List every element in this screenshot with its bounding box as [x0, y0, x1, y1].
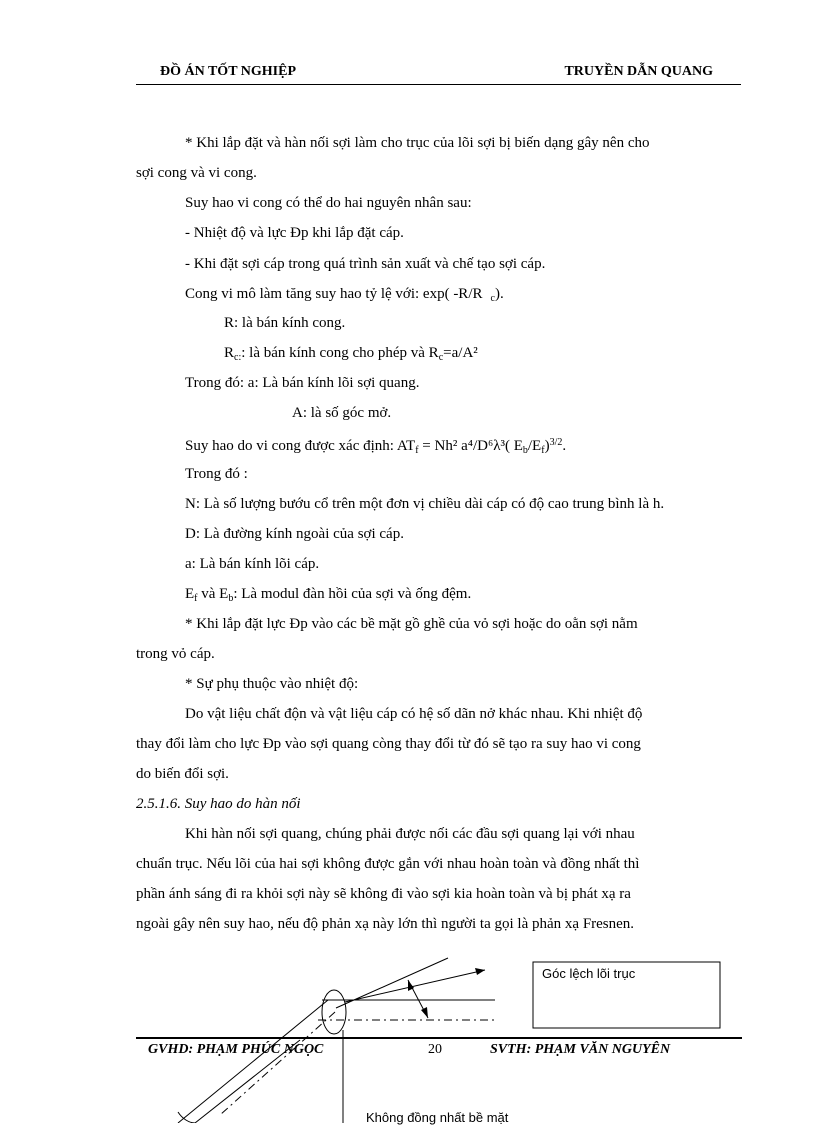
list-item: - Khi đặt sợi cáp trong quá trình sản xuất và chế tạo sợi cáp.: [185, 256, 546, 272]
footer-advisor: GVHD: PHẠM PHÚC NGỌC: [148, 1042, 324, 1057]
paragraph-line: a: Là bán kính lõi cáp.: [185, 556, 320, 572]
paragraph-line: do biến đổi sợi.: [136, 766, 229, 782]
footer-student: SVTH: PHẠM VĂN NGUYÊN: [490, 1042, 671, 1057]
header-right-title: TRUYỀN DẪN QUANG: [564, 64, 713, 79]
figure-bottom-label: Không đồng nhất bề mặt: [366, 1110, 509, 1125]
paragraph-line: R: là bán kính cong.: [224, 315, 346, 331]
paragraph-line: * Khi lắp đặt và hàn nối sợi làm cho trục của lõi sợi bị biến dạng gây nên cho: [185, 135, 650, 151]
paragraph-line: $R_{c:}$: là bán kính cong cho phép và $R_c=a/A^2$: [224, 345, 478, 363]
paragraph-line: Trong đó :: [185, 466, 248, 482]
tilted-fiber-axis: [220, 1012, 335, 1115]
paragraph-line: $E_f$ và $E_b$: Là modul đàn hồi của sợi và ống đệm.: [185, 586, 472, 604]
paragraph-line: sợi cong và vi cong.: [136, 165, 257, 181]
paragraph-line: phần ánh sáng đi ra khỏi sợi này sẽ không đi vào sợi kia hoàn toàn và bị phát xạ ra: [136, 886, 631, 902]
paragraph-line: thay đổi làm cho lực Đp vào sợi quang còng thay đổi từ đó sẽ tạo ra suy hao vi cong: [136, 736, 641, 752]
paragraph-line: trong vỏ cáp.: [136, 646, 215, 662]
arrowhead: [475, 968, 485, 975]
paragraph-line: chuẩn trục. Nếu lõi của hai sợi không được gắn với nhau hoàn toàn và đồng nhất thì: [136, 856, 640, 872]
footer-rule: [136, 1037, 742, 1039]
paragraph-line: D: Là đường kính ngoài của sợi cáp.: [185, 526, 404, 542]
paragraph-line: Trong đó: a: Là bán kính lõi sợi quang.: [185, 375, 420, 391]
list-item: - Nhiệt độ và lực Đp khi lắp đặt cáp.: [185, 225, 404, 241]
tilted-fiber-edge: [178, 1000, 328, 1123]
arrowhead: [421, 1007, 428, 1018]
fiber-end-face: [322, 990, 346, 1034]
paragraph-line: * Sự phụ thuộc vào nhiệt độ:: [185, 676, 359, 692]
paragraph-line: A: là số góc mở.: [292, 405, 392, 421]
paragraph-line: ngoài gây nên suy hao, nếu độ phản xạ này lớn thì người ta gọi là phản xạ Fresnen.: [136, 916, 635, 932]
paragraph-line: Suy hao vi cong có thể do hai nguyên nhân sau:: [185, 195, 472, 211]
paragraph-line: Khi hàn nối sợi quang, chúng phải được nối các đầu sợi quang lại với nhau: [185, 826, 635, 842]
paragraph-line: Do vật liệu chất độn và vật liệu cáp có hệ số dãn nở khác nhau. Khi nhiệt độ: [185, 706, 643, 722]
section-heading: 2.5.1.6. Suy hao do hàn nối: [136, 796, 301, 812]
ray-arrow: [345, 970, 485, 1002]
formula-line: Suy hao do vi cong được xác định: $AT_f = Nh^2$ a⁴/D⁶λ³( $E_b/E_f)^{3/2}$.: [185, 437, 567, 456]
paragraph-line: N: Là số lượng bướu cổ trên một đơn vị chiều dài cáp có độ cao trung bình là h.: [185, 496, 665, 512]
header-left-title: ĐỒ ÁN TỐT NGHIỆP: [160, 64, 297, 79]
page-number: 20: [428, 1042, 442, 1057]
figure-box-label: Góc lệch lõi trục: [542, 966, 636, 981]
paragraph-line: * Khi lắp đặt lực Đp vào các bề mặt gồ ghề của vỏ sợi hoặc do oằn sợi nằm: [185, 616, 638, 632]
paragraph-line: Cong vi mô làm tăng suy hao tỷ lệ với: exp( -R/R $_c$).: [185, 286, 504, 304]
